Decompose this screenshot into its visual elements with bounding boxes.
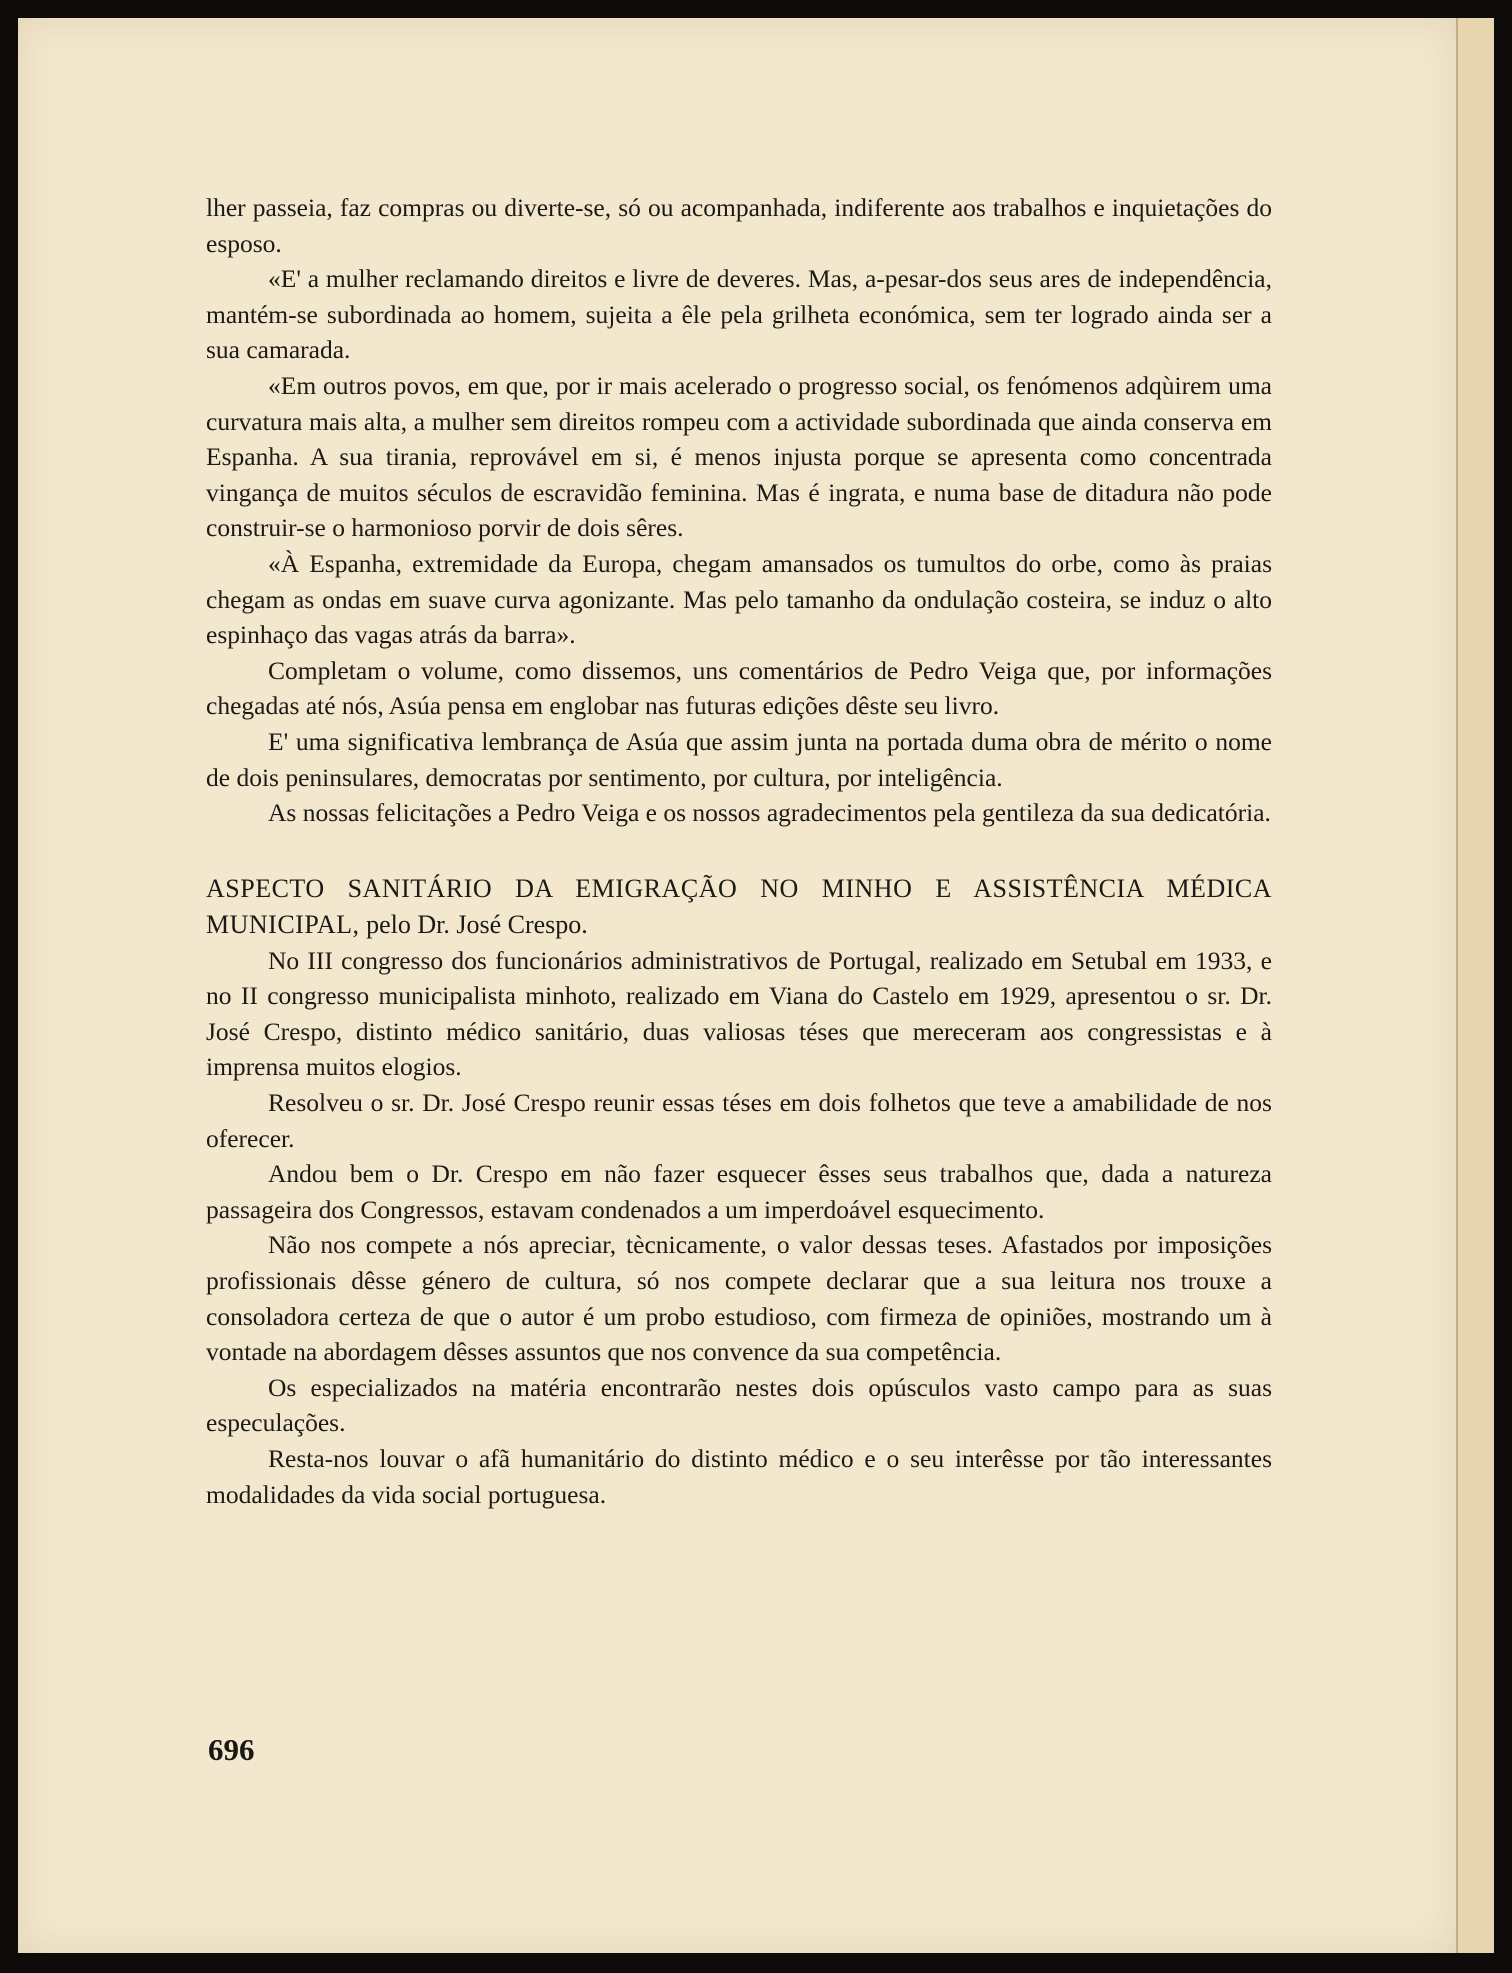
- paragraph: No III congresso dos funcionários administrativos de Portugal, realizado em Setubal em 1933, e no II congresso municipalista minhoto, realizado em Viana do Castelo em 1929, apresentou o sr. Dr. José Crespo, distinto médico sanitário, duas valiosas téses que mereceram aos congressistas e à imprensa muitos elogios.: [206, 945, 1272, 1082]
- page-edge: [1456, 18, 1494, 1953]
- paragraph: Resolveu o sr. Dr. José Crespo reunir essas téses em dois folhetos que teve a amabilidade de nos oferecer.: [206, 1088, 1272, 1153]
- paragraph: Completam o volume, como dissemos, uns comentários de Pedro Veiga que, por informações chegadas até nós, Asúa pensa em englobar nas futuras edições dêste seu livro.: [206, 655, 1272, 721]
- paragraph: Resta-nos louvar o afã humanitário do distinto médico e o seu interêsse por tão interessantes modalidades da vida social portuguesa.: [206, 1444, 1272, 1509]
- paragraph: «E' a mulher reclamando direitos e livre de deveres. Mas, a-pesar-dos seus ares de independência, mantém-se subordinada ao homem, sujeita a êle pela grilheta económica, sem ter logrado ainda ser a sua camarada.: [206, 264, 1272, 365]
- paragraph: Andou bem o Dr. Crespo em não fazer esquecer êsses seus trabalhos que, dada a natureza passageira dos Congressos, estavam condenados a um imperdoável esquecimento.: [206, 1159, 1272, 1224]
- previous-review-section: [206, 190, 1272, 831]
- paragraph: «Em outros povos, em que, por ir mais acelerado o progresso social, os fenómenos adqùirem uma curvatura mais alta, a mulher sem direitos rompeu com a actividade subordinada que ainda conserva em Espanha. A sua tirania, reprovável em si, é menos injusta porque se apresenta como concentrada vingança de muitos séculos de escravidão feminina. Mas é ingrata, e numa base de ditadura não pode construir-se o harmonioso porvir de dois sêres.: [206, 370, 1272, 543]
- review-section: [206, 871, 1272, 1513]
- paragraph: Os especializados na matéria encontrarão nestes dois opúsculos vasto campo para as suas especulações.: [206, 1372, 1272, 1438]
- paragraph: lher passeia, faz compras ou diverte-se, só ou acompanhada, indiferente aos trabalhos e inquietações do esposo.: [206, 193, 1272, 258]
- review-heading: [206, 871, 1272, 943]
- paragraph: E' uma significativa lembrança de Asúa que assim junta na portada duma obra de mérito o nome de dois peninsulares, democratas por sentimento, por cultura, por inteligência.: [206, 726, 1272, 792]
- review-author: pelo Dr. José Crespo.: [359, 909, 588, 939]
- paragraph: As nossas felicitações a Pedro Veiga e os nossos agradecimentos pela gentileza da sua dedicatória.: [268, 798, 1271, 828]
- paragraph: «À Espanha, extremidade da Europa, chegam amansados os tumultos do orbe, como às praias chegam as ondas em suave curva agonizante. Mas pelo tamanho da ondulação costeira, se induz o alto espinhaço das vagas atrás da barra».: [206, 548, 1272, 650]
- review-title: ASPECTO SANITÁRIO DA EMIGRAÇÃO NO MINHO E ASSISTÊNCIA MÉDICA MUNICIPAL,: [206, 873, 1272, 939]
- paragraph: Não nos compete a nós apreciar, tècnicamente, o valor dessas teses. Afastados por imposições profissionais dêsse género de cultura, só nos compete declarar que a sua leitura nos trouxe a consoladora certeza de que o autor é um probo estudioso, com firmeza de opiniões, mostrando um à vontade na abordagem dêsses assuntos que nos convence da sua competência.: [206, 1230, 1272, 1367]
- text-column: [206, 190, 1272, 1512]
- page-number: 696: [208, 1732, 255, 1767]
